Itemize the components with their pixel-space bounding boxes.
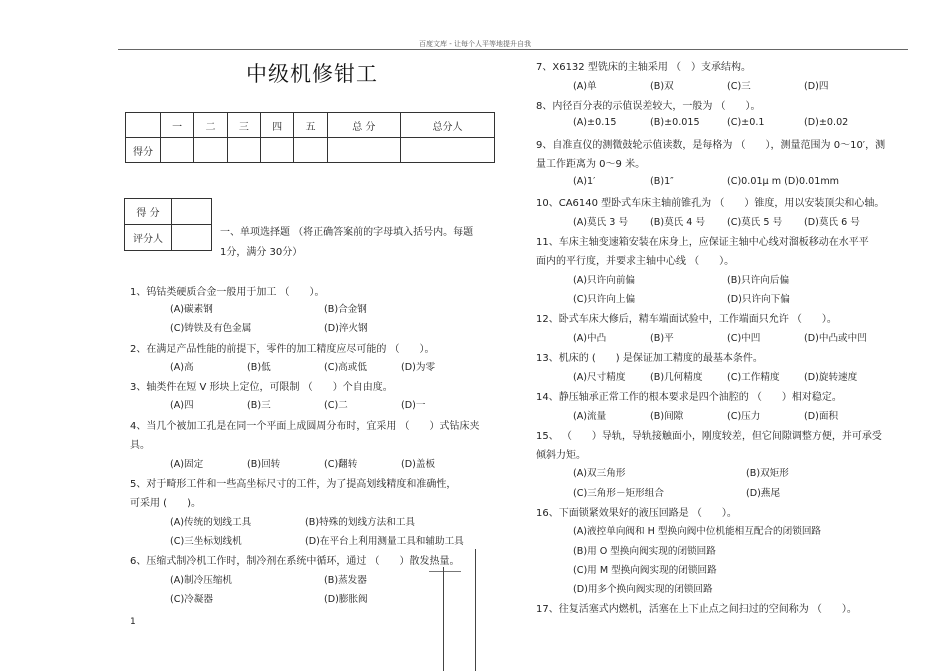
answer-option: (C)莫氏 5 号: [727, 217, 783, 228]
document-title: 中级机修钳工: [246, 62, 378, 86]
answer-option: (D)在平台上利用测量工具和辅助工具: [305, 536, 464, 547]
grader-score-cell[interactable]: [172, 199, 212, 225]
answer-option: (A)中凸: [573, 333, 607, 344]
answer-option: (B)合金钢: [324, 304, 367, 315]
score-cell[interactable]: [327, 138, 400, 163]
answer-option: (C)工作精度: [727, 372, 780, 383]
answer-option: (B)平: [650, 333, 674, 344]
score-table-header-cell: 一: [161, 113, 194, 138]
answer-option: (D)膨胀阀: [324, 594, 368, 605]
score-table-header-cell: 总分人: [400, 113, 494, 138]
question-text: 1、钨钴类硬质合金一般用于加工 （ ）。: [130, 287, 325, 298]
answer-option: (B)莫氏 4 号: [650, 217, 706, 228]
answer-option: (C)三: [727, 81, 751, 92]
answer-option: (C)0.01μ m (D)0.01mm: [727, 176, 840, 187]
question-text: 3、轴类件在短 V 形块上定位，可限制 （ ）个自由度。: [130, 382, 393, 393]
answer-option: (A)固定: [170, 459, 204, 470]
answer-option: (B)双: [650, 81, 674, 92]
answer-option: (C)只许向上偏: [573, 294, 636, 305]
answer-option: (A)制冷压缩机: [170, 575, 233, 586]
answer-option: (D)一: [401, 400, 426, 411]
question-text: 6、压缩式制冷机工作时，制冷剂在系统中循环，通过 （ ）散发热量。: [130, 556, 460, 567]
answer-option: (C)三角形－矩形组合: [573, 488, 664, 499]
score-cell[interactable]: [294, 138, 327, 163]
question-text: 量工作距离为 0～9 米。: [536, 159, 646, 170]
answer-option: (C)铸铁及有色金属: [170, 323, 252, 334]
grader-name-cell[interactable]: [172, 225, 212, 251]
answer-option: (B)蒸发器: [324, 575, 367, 586]
score-table-header-cell: 三: [227, 113, 260, 138]
answer-option: (A)四: [170, 400, 194, 411]
answer-option: (B)低: [247, 362, 271, 373]
score-row-label: 得分: [126, 138, 161, 163]
answer-option: (D)为零: [401, 362, 436, 373]
question-text: 7、X6132 型铣床的主轴采用 （ ）支承结构。: [536, 62, 752, 73]
answer-option: (C)翻转: [324, 459, 358, 470]
answer-option: (B)几何精度: [650, 372, 703, 383]
question-text: 16、下面锁紧效果好的液压回路是 （ ）。: [536, 508, 737, 519]
page-number: 1: [130, 617, 136, 627]
score-cell[interactable]: [400, 138, 494, 163]
answer-option: (C)三坐标划线机: [170, 536, 242, 547]
grader-table: [124, 198, 212, 251]
question-text: 2、在满足产品性能的前提下，零件的加工精度应尽可能的 （ ）。: [130, 344, 435, 355]
grader-score-label: 得 分: [125, 199, 172, 225]
answer-option: (C)二: [324, 400, 348, 411]
margin-tick-line: [429, 571, 461, 572]
score-table-header-cell: 总 分: [327, 113, 400, 138]
answer-option: (B)1″: [650, 176, 674, 187]
question-text: 可采用 ( )。: [130, 498, 201, 509]
section-instructions-line2: 1分，满分 30分）: [220, 247, 303, 258]
question-text: 8、内径百分表的示值误差较大，一般为 （ ）。: [536, 101, 761, 112]
answer-option: (C)用 M 型换向阀实现的闭锁回路: [573, 565, 717, 576]
answer-option: (D)面积: [804, 411, 839, 422]
answer-option: (A)1′: [573, 176, 596, 187]
score-table-header-row: [126, 113, 495, 138]
question-text: 5、对于畸形工件和一些高坐标尺寸的工件，为了提高划线精度和准确性，: [130, 479, 457, 490]
answer-option: (D)用多个换向阀实现的闭锁回路: [573, 584, 713, 595]
score-table-score-row: [126, 138, 495, 163]
answer-option: (B)±0.015: [650, 117, 700, 128]
score-table-header-cell: 二: [194, 113, 227, 138]
score-cell[interactable]: [260, 138, 293, 163]
answer-option: (D)±0.02: [804, 117, 849, 128]
answer-option: (C)±0.1: [727, 117, 765, 128]
score-table-corner-cell: [126, 113, 161, 138]
answer-option: (B)回转: [247, 459, 281, 470]
answer-option: (C)冷凝器: [170, 594, 213, 605]
answer-option: (A)单: [573, 81, 597, 92]
question-text: 倾斜力矩。: [536, 450, 586, 461]
score-cell[interactable]: [194, 138, 227, 163]
question-text: 14、静压轴承正常工作的根本要求是四个油腔的 （ ）相对稳定。: [536, 392, 842, 403]
answer-option: (A)莫氏 3 号: [573, 217, 629, 228]
question-text: 12、卧式车床大修后，精车端面试验中，工作端面只允许 （ ）。: [536, 314, 837, 325]
answer-option: (B)用 O 型换向阀实现的闭锁回路: [573, 546, 716, 557]
score-table: [125, 112, 495, 163]
answer-option: (A)碳素钢: [170, 304, 213, 315]
page-header: 百度文库 - 让每个人平等地提升自我: [419, 40, 531, 48]
answer-option: (A)尺寸精度: [573, 372, 626, 383]
answer-option: (D)只许向下偏: [727, 294, 790, 305]
question-text: 4、当几个被加工孔是在同一个平面上成圆周分布时，宜采用 （ ）式钻床夹: [130, 421, 480, 432]
question-text: 10、CA6140 型卧式车床主轴前锥孔为 （ ）锥度，用以安装顶尖和心轴。: [536, 198, 885, 209]
answer-option: (A)流量: [573, 411, 607, 422]
answer-option: (A)只许向前偏: [573, 275, 636, 286]
question-text: 具。: [130, 440, 150, 451]
answer-option: (D)盖板: [401, 459, 436, 470]
section-instructions-line1: 一、单项选择题 （将正确答案前的字母填入括号内。每题: [220, 227, 474, 238]
score-table-header-cell: 五: [294, 113, 327, 138]
binding-line: [475, 549, 476, 671]
score-cell[interactable]: [227, 138, 260, 163]
question-text: 11、车床主轴变速箱安装在床身上，应保证主轴中心线对溜板移动在水平平: [536, 237, 869, 248]
question-text: 9、自准直仪的测微鼓轮示值读数，是每格为 （ ），测量范围为 0～10′，测: [536, 140, 886, 151]
header-divider: [118, 49, 908, 50]
answer-option: (A)双三角形: [573, 468, 626, 479]
answer-option: (B)三: [247, 400, 271, 411]
question-text: 13、机床的 ( ) 是保证加工精度的最基本条件。: [536, 353, 763, 364]
question-text: 面内的平行度，并要求主轴中心线 （ ）。: [536, 256, 735, 267]
answer-option: (C)中凹: [727, 333, 761, 344]
answer-option: (D)燕尾: [746, 488, 781, 499]
answer-option: (A)传统的划线工具: [170, 517, 252, 528]
answer-option: (A)±0.15: [573, 117, 617, 128]
answer-option: (A)高: [170, 362, 194, 373]
answer-option: (D)中凸或中凹: [804, 333, 867, 344]
binding-line: [443, 567, 444, 671]
answer-option: (B)间隙: [650, 411, 684, 422]
answer-option: (C)高或低: [324, 362, 367, 373]
question-text: 17、往复活塞式内燃机，活塞在上下止点之间扫过的空间称为 （ ）。: [536, 604, 857, 615]
answer-option: (C)压力: [727, 411, 761, 422]
answer-option: (B)双矩形: [746, 468, 789, 479]
answer-option: (D)莫氏 6 号: [804, 217, 860, 228]
score-cell[interactable]: [161, 138, 194, 163]
answer-option: (B)只许向后偏: [727, 275, 790, 286]
answer-option: (B)特殊的划线方法和工具: [305, 517, 416, 528]
answer-option: (A)液控单向阀和 H 型换向阀中位机能相互配合的闭锁回路: [573, 526, 822, 537]
score-table-header-cell: 四: [260, 113, 293, 138]
answer-option: (D)淬火钢: [324, 323, 368, 334]
answer-option: (D)四: [804, 81, 829, 92]
answer-option: (D)旋转速度: [804, 372, 858, 383]
grader-name-label: 评分人: [125, 225, 172, 251]
question-text: 15、 （ ）导轨，导轨接触面小，刚度较差，但它间隙调整方便，并可承受: [536, 431, 882, 442]
